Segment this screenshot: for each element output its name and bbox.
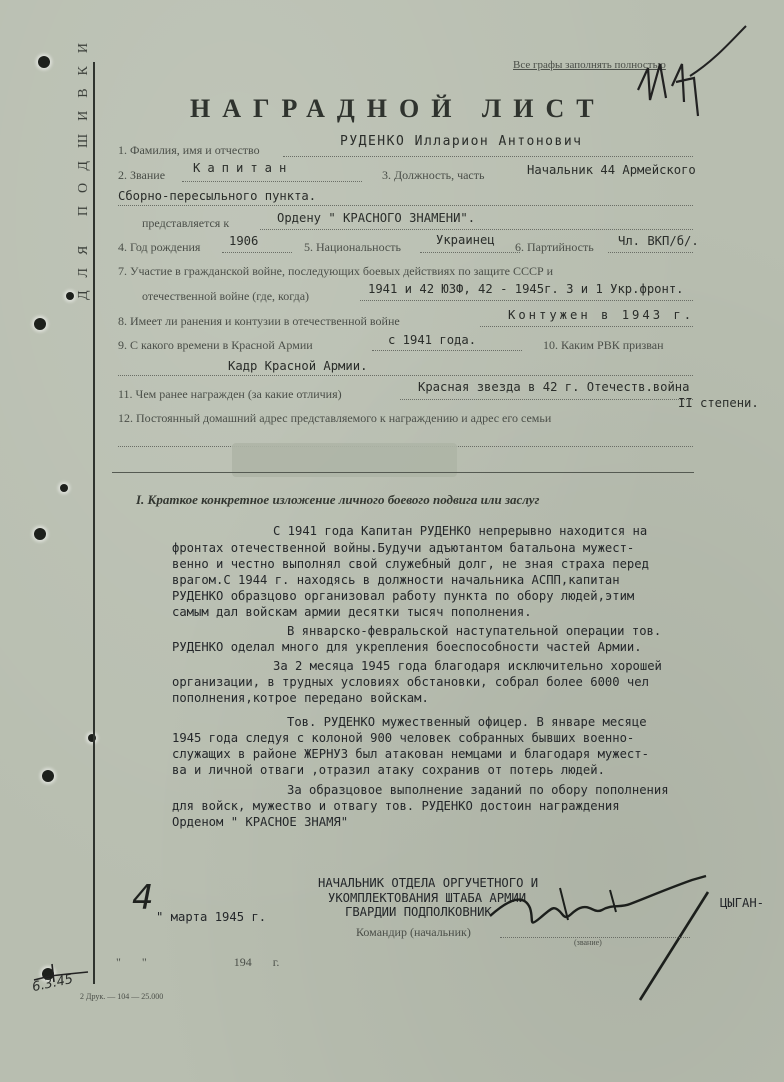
body-line: врагом.С 1944 г. находясь в должности начальника АСПП,капитан — [172, 573, 620, 587]
field-5-value: Украинец — [436, 233, 495, 247]
field-7-value: 1941 и 42 ЮЗФ, 42 - 1945г. 3 и 1 Укр.фронт. — [368, 282, 684, 296]
field-6-value: Чл. ВКП/б/. — [618, 234, 699, 248]
field-2-underline — [182, 181, 362, 182]
punch-hole — [34, 318, 46, 330]
represented-underline — [260, 229, 693, 230]
field-9-label: 9. С какого времени в Красной Армии — [118, 338, 313, 352]
punch-hole — [34, 528, 46, 540]
field-7-underline — [360, 300, 693, 301]
date-rest: " марта 1945 г. — [156, 910, 267, 924]
field-11-value: Красная звезда в 42 г. Отечеств.война — [418, 380, 690, 394]
body-line: служащих в районе ЖЕРНУЗ был атакован немцами и благодаря мужест- — [172, 747, 649, 761]
field-3-value-continued: Сборно-пересыльного пункта. — [118, 189, 317, 203]
field-4-label: 4. Год рождения — [118, 240, 201, 254]
body-line: РУДЕНКО образцово организовал работу пункта по обору людей,этим — [172, 589, 635, 603]
field-12-rule — [112, 472, 694, 473]
body-line: для войск, мужество и отвагу тов. РУДЕНКО достоин награждения — [172, 799, 620, 813]
field-6-label: 6. Партийность — [515, 240, 594, 254]
binding-margin-line — [93, 62, 95, 984]
body-line: В январско-февральской наступательной операции тов. — [287, 624, 662, 638]
body-line: Тов. РУДЕНКО мужественный офицер. В январе месяце — [287, 715, 647, 729]
body-line: Орденом " КРАСНОЕ ЗНАМЯ" — [172, 815, 349, 829]
body-line: За образцовое выполнение заданий по обору пополнения — [287, 783, 669, 797]
body-line: пополнения,котрое передано войскам. — [172, 691, 429, 705]
field-2-label: 2. Звание — [118, 168, 166, 182]
field-2-value: Капитан — [193, 161, 294, 175]
field-7-label: 7. Участие в гражданской войне, последующих боевых действиях по защите СССР и — [118, 264, 554, 278]
commander-label: Командир (начальник) — [356, 925, 471, 939]
punch-hole — [60, 484, 68, 492]
represented-label: представляется к — [142, 216, 230, 230]
body-line: РУДЕНКО оделал много для укрепления боеспособности частей Армии. — [172, 640, 642, 654]
field-8-value: Контужен в 1943 г. — [508, 308, 695, 322]
body-line: самым дал войскам армии десятки тысяч пополнения. — [172, 605, 532, 619]
corner-handwritten-mark — [620, 20, 760, 130]
field-11-underline — [400, 399, 693, 400]
field-4-underline — [222, 252, 292, 253]
field-1-value: РУДЕНКО Илларион Антонович — [340, 134, 583, 149]
field-1-underline — [283, 156, 693, 157]
field-10-value: Кадр Красной Армии. — [228, 359, 368, 373]
field-9-value: с 1941 года. — [388, 333, 477, 347]
body-line: венно и честно выполнял свой служебный долг, не зная страха перед — [172, 557, 649, 571]
field-5-underline — [420, 252, 520, 253]
field-8-label: 8. Имеет ли ранения и контузии в отечественной войне — [118, 314, 400, 328]
signer-title-line-2: УКОМПЛЕКТОВАНИЯ ШТАБА АРМИИ — [328, 891, 527, 905]
field-6-underline — [608, 252, 693, 253]
page-title: НАГРАДНОЙ ЛИСТ — [190, 94, 606, 123]
field-3-underline — [118, 205, 693, 206]
body-line: фронтах отечественной войны.Будучи адъютантом батальона мужест- — [172, 541, 635, 555]
field-4-value: 1906 — [229, 234, 259, 248]
field-10-underline — [118, 375, 693, 376]
signer-title-line-1: НАЧАЛЬНИК ОТДЕЛА ОРГУЧЕТНОГО И — [318, 876, 539, 890]
field-1-label: 1. Фамилия, имя и отчество — [118, 143, 260, 157]
printing-info: 2 Друк. — 104 — 25.000 — [80, 992, 164, 1001]
punch-hole — [38, 56, 50, 68]
field-10-label: 10. Каким РВК призван — [543, 338, 664, 352]
body-line: ва и личной отваги ,отразил атаку сохранив от потерь людей. — [172, 763, 605, 777]
signer-title-line-3: ГВАРДИИ ПОДПОЛКОВНИК — [345, 905, 492, 919]
field-8-underline — [480, 326, 693, 327]
body-line: организации, в трудных условиях обстановки, собрал более 6000 чел — [172, 675, 649, 689]
handwritten-date: 6.3.45 — [30, 971, 75, 996]
punch-hole — [66, 292, 74, 300]
binding-margin-text: ДЛЯ ПОДШИВКИ — [76, 30, 91, 300]
field-11-label: 11. Чем ранее награжден (за какие отличия) — [118, 387, 342, 401]
body-line: За 2 месяца 1945 года благодаря исключительно хорошей — [273, 659, 662, 673]
rank-label: (звание) — [574, 938, 602, 947]
body-line: 1945 года следуя с колоной 900 человек собранных бывших военно- — [172, 731, 635, 745]
section-title: I. Краткое конкретное изложение личного боевого подвига или заслуг — [136, 492, 540, 507]
field-9-underline — [372, 350, 522, 351]
fill-all-note: Все графы заполнять полностью — [513, 59, 666, 71]
signer-surname: ЦЫГАН- — [720, 896, 765, 910]
blank-date-line: " " 194 г. — [116, 955, 280, 969]
punch-hole — [42, 770, 54, 782]
field-3-value: Начальник 44 Армейского — [527, 163, 696, 177]
margin-initials — [28, 958, 98, 988]
field-11-value-2: II степени. — [678, 396, 759, 410]
date-day-handwritten: 4 — [132, 878, 154, 918]
field-3-label: 3. Должность, часть — [382, 168, 485, 182]
body-line: С 1941 года Капитан РУДЕНКО непрерывно находится на — [273, 524, 648, 538]
field-7-label-2: отечественной войне (где, когда) — [142, 289, 310, 303]
field-12-label: 12. Постоянный домашний адрес представляемого к награждению и адрес его семьи — [118, 411, 552, 425]
represented-value: Ордену " КРАСНОГО ЗНАМЕНИ". — [277, 211, 476, 225]
field-5-label: 5. Национальность — [304, 240, 401, 254]
